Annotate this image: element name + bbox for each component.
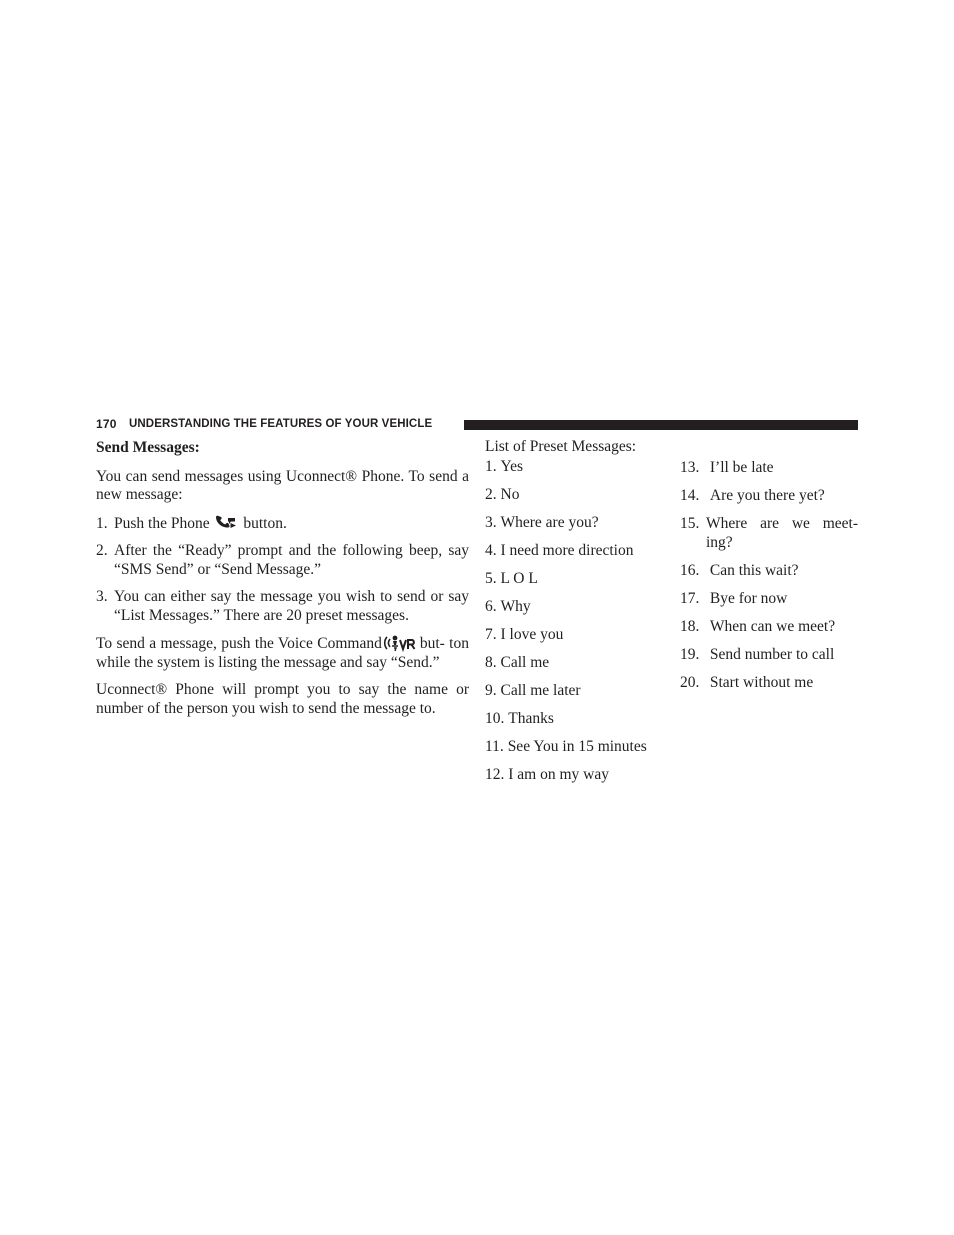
step-number: 3.	[96, 588, 108, 605]
preset-message-text: Are you there yet?	[709, 487, 825, 504]
preset-message-item	[485, 654, 665, 673]
preset-message-number: 13.	[680, 459, 700, 476]
preset-message-item	[485, 626, 665, 645]
preset-message-text: I am on my way	[508, 765, 609, 783]
preset-message-number: 20.	[680, 673, 700, 691]
preset-message-text: Start without me	[709, 673, 814, 691]
preset-message-number: 14.	[680, 487, 700, 504]
preset-message-text: Where are you?	[500, 513, 599, 531]
preset-message-number: 10.	[485, 709, 505, 727]
preset-message-number: 4.	[485, 541, 497, 559]
preset-message-word: we	[791, 515, 810, 532]
preset-message-text: I need more direction	[500, 541, 634, 559]
preset-message-text: Yes	[500, 457, 524, 475]
preset-message-text: See You in 15 minutes	[507, 737, 647, 755]
preset-message-item	[680, 618, 858, 637]
voice-text-after: but- ton while the system is listing the message and say “Send.”	[96, 635, 469, 671]
voice-text-before: To send a message, push the Voice Command	[96, 635, 382, 652]
voice-command-vr-icon	[383, 634, 419, 652]
preset-message-item	[485, 570, 665, 589]
preset-message-item	[680, 562, 858, 581]
step-number: 1.	[96, 514, 108, 532]
preset-message-number: 16.	[680, 561, 700, 579]
preset-message-text: Call me later	[500, 681, 581, 699]
preset-message-number: 2.	[485, 485, 497, 503]
step-1	[96, 515, 469, 534]
preset-message-number: 17.	[680, 589, 700, 607]
preset-message-text: Can this wait?	[709, 561, 799, 579]
preset-message-item	[485, 542, 665, 561]
step-text: You can either say the message you wish to send or say “List Messages.” There are 20 preset messages.	[114, 588, 469, 624]
section-heading: Send Messages:	[96, 439, 200, 456]
preset-message-number: 8.	[485, 653, 497, 671]
preset-list-title: List of Preset Messages:	[485, 438, 637, 455]
preset-message-word: are	[760, 515, 780, 532]
preset-message-item	[485, 738, 665, 757]
preset-message-number: 3.	[485, 513, 497, 531]
preset-message-text: When can we meet?	[709, 617, 836, 635]
intro-paragraph: You can send messages using Uconnect® Phone. To send a new message:	[96, 467, 469, 503]
preset-message-item	[680, 515, 858, 552]
preset-message-text-continued: ing?	[706, 533, 733, 551]
preset-message-text: Thanks	[508, 709, 554, 727]
preset-message-text: L O L	[500, 569, 538, 587]
preset-list-column-2	[680, 458, 858, 692]
preset-list-column-1	[485, 438, 665, 784]
preset-message-word: meet-	[822, 515, 858, 532]
step-3	[96, 588, 469, 625]
preset-message-word: Where	[706, 515, 748, 532]
step-text: Push the Phone	[114, 514, 210, 532]
preset-message-text: Call me	[500, 653, 550, 671]
preset-message-item	[485, 766, 665, 785]
preset-message-item	[485, 486, 665, 505]
preset-message-number: 12.	[485, 765, 505, 783]
preset-message-number: 15.	[680, 515, 700, 532]
page-header	[96, 417, 858, 432]
voice-command-paragraph	[96, 634, 469, 672]
preset-message-item	[680, 590, 858, 609]
section-title: UNDERSTANDING THE FEATURES OF YOUR VEHICLE	[129, 418, 433, 430]
preset-message-text: No	[500, 485, 520, 503]
preset-message-text: I’ll be late	[709, 459, 774, 476]
preset-message-text: Bye for now	[709, 589, 788, 607]
preset-message-item	[680, 487, 858, 506]
preset-message-number: 7.	[485, 625, 497, 643]
preset-message-item	[485, 682, 665, 701]
preset-message-item	[485, 458, 665, 477]
preset-message-number: 5.	[485, 569, 497, 587]
left-column	[96, 438, 469, 718]
header-rule	[464, 420, 858, 430]
closing-paragraph: Uconnect® Phone will prompt you to say the name or number of the person you wish to send the message to.	[96, 681, 469, 717]
preset-message-number: 1.	[485, 457, 497, 475]
preset-message-item	[485, 710, 665, 729]
preset-message-number: 18.	[680, 617, 700, 635]
preset-message-item	[485, 598, 665, 617]
preset-message-text: Send number to call	[709, 645, 835, 663]
page-number: 170	[96, 417, 117, 431]
preset-message-number: 11.	[485, 737, 504, 755]
step-text-after: button.	[243, 514, 287, 532]
preset-message-item	[680, 459, 858, 478]
step-number: 2.	[96, 542, 108, 559]
preset-message-number: 9.	[485, 681, 497, 699]
preset-message-number: 6.	[485, 597, 497, 615]
step-2	[96, 542, 469, 579]
step-text: After the “Ready” prompt and the following beep, say “SMS Send” or “Send Message.”	[114, 542, 469, 578]
preset-message-item	[485, 514, 665, 533]
preset-message-text: I love you	[500, 625, 564, 643]
preset-message-item	[680, 674, 858, 693]
preset-message-text: Why	[500, 597, 531, 615]
preset-message-number: 19.	[680, 645, 700, 663]
phone-icon	[215, 515, 237, 529]
preset-message-item	[680, 646, 858, 665]
